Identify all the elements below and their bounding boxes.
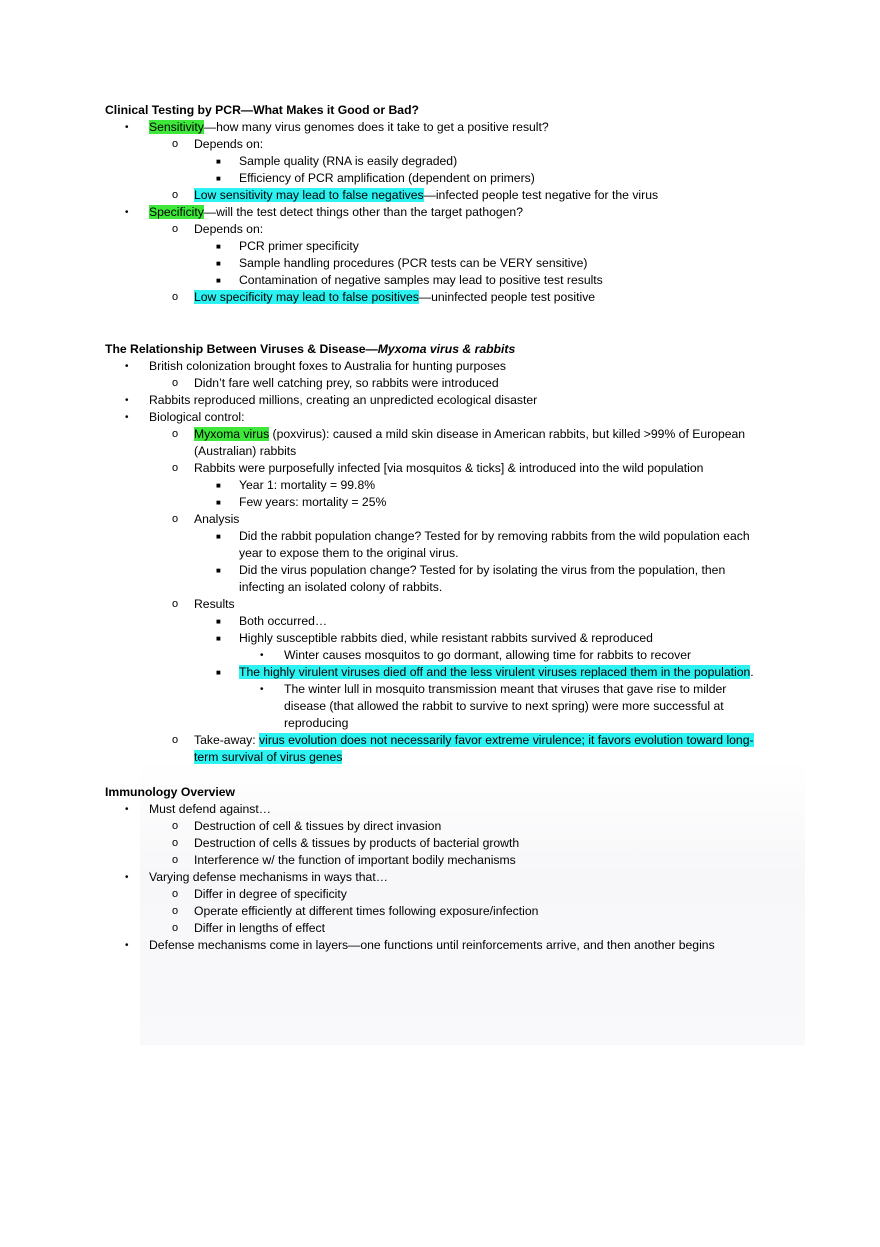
- list-item: [105, 238, 805, 255]
- list-item-text: Did the rabbit population change? Tested for by removing rabbits from the wild population each: [239, 529, 750, 543]
- list-item: [105, 392, 805, 409]
- list-item-text: Take-away:: [194, 733, 260, 747]
- list-item: [105, 664, 805, 681]
- list-item-text: .: [750, 665, 754, 679]
- list-item: [105, 647, 805, 664]
- bullet-dot: •: [125, 361, 129, 372]
- bullet-square: ■: [216, 157, 221, 166]
- highlight-phrase: The highly virulent viruses died off and the less virulent viruses replaced them in the population: [239, 665, 751, 679]
- list-item-text: —will the test detect things other than the target pathogen?: [203, 205, 523, 219]
- bullet-circle: o: [172, 377, 179, 389]
- section-spacer: [105, 306, 805, 341]
- section-title-text: The Relationship Between Viruses & Disease—: [105, 342, 378, 356]
- list-item: [105, 136, 805, 153]
- bullet-circle: o: [172, 513, 179, 525]
- section-title-immunology: Immunology Overview: [105, 785, 236, 799]
- list-item-continuation: [105, 749, 805, 766]
- bullet-square: ■: [216, 259, 221, 268]
- bullet-circle: o: [172, 428, 179, 440]
- list-item: [105, 477, 805, 494]
- list-item: [105, 886, 805, 903]
- list-item-text: Varying defense mechanisms in ways that…: [149, 870, 388, 884]
- bullet-circle: o: [172, 837, 179, 849]
- bullet-circle: o: [172, 462, 179, 474]
- list-item: [105, 358, 805, 375]
- list-item: [105, 119, 805, 136]
- list-item-text: Rabbits were purposefully infected [via mosquitos & ticks] & introduced into the wild population: [194, 461, 704, 475]
- bullet-square: ■: [216, 668, 221, 677]
- list-item: [105, 289, 805, 306]
- list-item: [105, 528, 805, 545]
- list-item: [105, 596, 805, 613]
- list-item-text: Operate efficiently at different times following exposure/infection: [194, 904, 539, 918]
- list-item: [105, 255, 805, 272]
- bullet-circle: o: [172, 905, 179, 917]
- list-item-text: Interference w/ the function of important bodily mechanisms: [194, 853, 516, 867]
- list-item-text: Rabbits reproduced millions, creating an unpredicted ecological disaster: [149, 393, 538, 407]
- bullet-dot: •: [260, 684, 264, 695]
- bullet-square: ■: [216, 532, 221, 541]
- list-item-text: Efficiency of PCR amplification (dependent on primers): [239, 171, 535, 185]
- highlight-phrase: term survival of virus genes: [194, 750, 343, 764]
- list-item-text: Winter causes mosquitos to go dormant, allowing time for rabbits to recover: [284, 648, 692, 662]
- notes-content: [105, 102, 805, 954]
- list-item: [105, 153, 805, 170]
- section-title-pcr: Clinical Testing by PCR—What Makes it Good or Bad?: [105, 103, 419, 117]
- list-item: [105, 920, 805, 937]
- list-item: [105, 630, 805, 647]
- list-item-text: Destruction of cells & tissues by products of bacterial growth: [194, 836, 520, 850]
- list-item-text: disease (that allowed the rabbit to survive to next spring) were more successful at: [284, 699, 724, 713]
- bullet-circle: o: [172, 854, 179, 866]
- list-item-text: Biological control:: [149, 410, 245, 424]
- list-item-continuation: [105, 579, 805, 596]
- bullet-circle: o: [172, 888, 179, 900]
- list-item: [105, 801, 805, 818]
- list-item: [105, 562, 805, 579]
- section-title-myxoma: [105, 341, 805, 358]
- list-item: [105, 375, 805, 392]
- list-item-text: The winter lull in mosquito transmission meant that viruses that gave rise to milder: [284, 682, 727, 696]
- highlight-phrase: virus evolution does not necessarily favor extreme virulence; it favors evolution toward long-: [259, 733, 754, 747]
- list-item-text: infecting an isolated colony of rabbits.: [239, 580, 443, 594]
- bullet-circle: o: [172, 598, 179, 610]
- list-item: [105, 852, 805, 869]
- list-item-continuation: [105, 715, 805, 732]
- bullet-dot: •: [125, 940, 129, 951]
- list-item: [105, 818, 805, 835]
- list-item-text: (poxvirus): caused a mild skin disease in American rabbits, but killed >99% of European: [269, 427, 746, 441]
- bullet-dot: •: [125, 207, 129, 218]
- list-item-text: —infected people test negative for the virus: [423, 188, 659, 202]
- bullet-dot: •: [125, 872, 129, 883]
- list-item: [105, 187, 805, 204]
- bullet-square: ■: [216, 566, 221, 575]
- bullet-square: ■: [216, 174, 221, 183]
- bullet-square: ■: [216, 617, 221, 626]
- highlight-phrase: Low specificity may lead to false positives: [194, 290, 419, 304]
- list-item-continuation: [105, 545, 805, 562]
- list-item: [105, 681, 805, 698]
- list-item-text: Differ in lengths of effect: [194, 921, 325, 935]
- list-item: [105, 511, 805, 528]
- list-item-text: Year 1: mortality = 99.8%: [239, 478, 376, 492]
- list-item: [105, 732, 805, 749]
- list-item-text: year to expose them to the original virus.: [239, 546, 459, 560]
- list-item-text: Defense mechanisms come in layers—one functions until reinforcements arrive, and then another begins: [149, 938, 715, 952]
- list-item: [105, 409, 805, 426]
- bullet-circle: o: [172, 291, 179, 303]
- list-item: [105, 494, 805, 511]
- list-item-text: PCR primer specificity: [239, 239, 359, 253]
- list-item-text: Depends on:: [194, 137, 264, 151]
- list-item-text: reproducing: [284, 716, 349, 730]
- list-item: [105, 937, 805, 954]
- section-title-italic: Myxoma virus & rabbits: [377, 342, 516, 356]
- list-item-text: —how many virus genomes does it take to get a positive result?: [203, 120, 549, 134]
- bullet-dot: •: [125, 395, 129, 406]
- bullet-square: ■: [216, 276, 221, 285]
- list-item-text: Results: [194, 597, 235, 611]
- list-item-text: Few years: mortality = 25%: [239, 495, 387, 509]
- highlight-term: Myxoma virus: [194, 427, 270, 441]
- highlight-term: Specificity: [149, 205, 204, 219]
- list-item-text: (Australian) rabbits: [194, 444, 297, 458]
- list-item-text: British colonization brought foxes to Australia for hunting purposes: [149, 359, 507, 373]
- list-item: [105, 903, 805, 920]
- list-item-text: Sample quality (RNA is easily degraded): [239, 154, 458, 168]
- bullet-square: ■: [216, 481, 221, 490]
- list-item-text: Contamination of negative samples may lead to positive test results: [239, 273, 603, 287]
- bullet-dot: •: [125, 804, 129, 815]
- list-item-text: Analysis: [194, 512, 240, 526]
- list-item: [105, 170, 805, 187]
- section-spacer: [105, 766, 805, 784]
- bullet-circle: o: [172, 138, 179, 150]
- bullet-circle: o: [172, 189, 179, 201]
- highlight-term: Sensitivity: [149, 120, 204, 134]
- list-item-text: Depends on:: [194, 222, 264, 236]
- bullet-square: ■: [216, 634, 221, 643]
- list-item-text: Didn’t fare well catching prey, so rabbits were introduced: [194, 376, 499, 390]
- bullet-dot: •: [260, 650, 264, 661]
- list-item-text: Differ in degree of specificity: [194, 887, 347, 901]
- list-item: [105, 460, 805, 477]
- list-item-text: Destruction of cell & tissues by direct invasion: [194, 819, 442, 833]
- list-item: [105, 204, 805, 221]
- list-item: [105, 221, 805, 238]
- bullet-dot: •: [125, 122, 129, 133]
- list-item: [105, 869, 805, 886]
- list-item: [105, 835, 805, 852]
- list-item-text: Sample handling procedures (PCR tests can be VERY sensitive): [239, 256, 588, 270]
- bullet-circle: o: [172, 223, 179, 235]
- list-item: [105, 272, 805, 289]
- list-item-continuation: [105, 698, 805, 715]
- list-item: [105, 613, 805, 630]
- highlight-phrase: Low sensitivity may lead to false negatives: [194, 188, 424, 202]
- bullet-circle: o: [172, 734, 179, 746]
- bullet-circle: o: [172, 820, 179, 832]
- list-item-continuation: [105, 443, 805, 460]
- bullet-dot: •: [125, 412, 129, 423]
- list-item: [105, 426, 805, 443]
- list-item-text: Both occurred…: [239, 614, 328, 628]
- bullet-square: ■: [216, 242, 221, 251]
- list-item-text: Did the virus population change? Tested for by isolating the virus from the population, then: [239, 563, 726, 577]
- bullet-circle: o: [172, 922, 179, 934]
- bullet-square: ■: [216, 498, 221, 507]
- list-item-text: Must defend against…: [149, 802, 271, 816]
- list-item-text: —uninfected people test positive: [418, 290, 596, 304]
- list-item-text: Highly susceptible rabbits died, while resistant rabbits survived & reproduced: [239, 631, 653, 645]
